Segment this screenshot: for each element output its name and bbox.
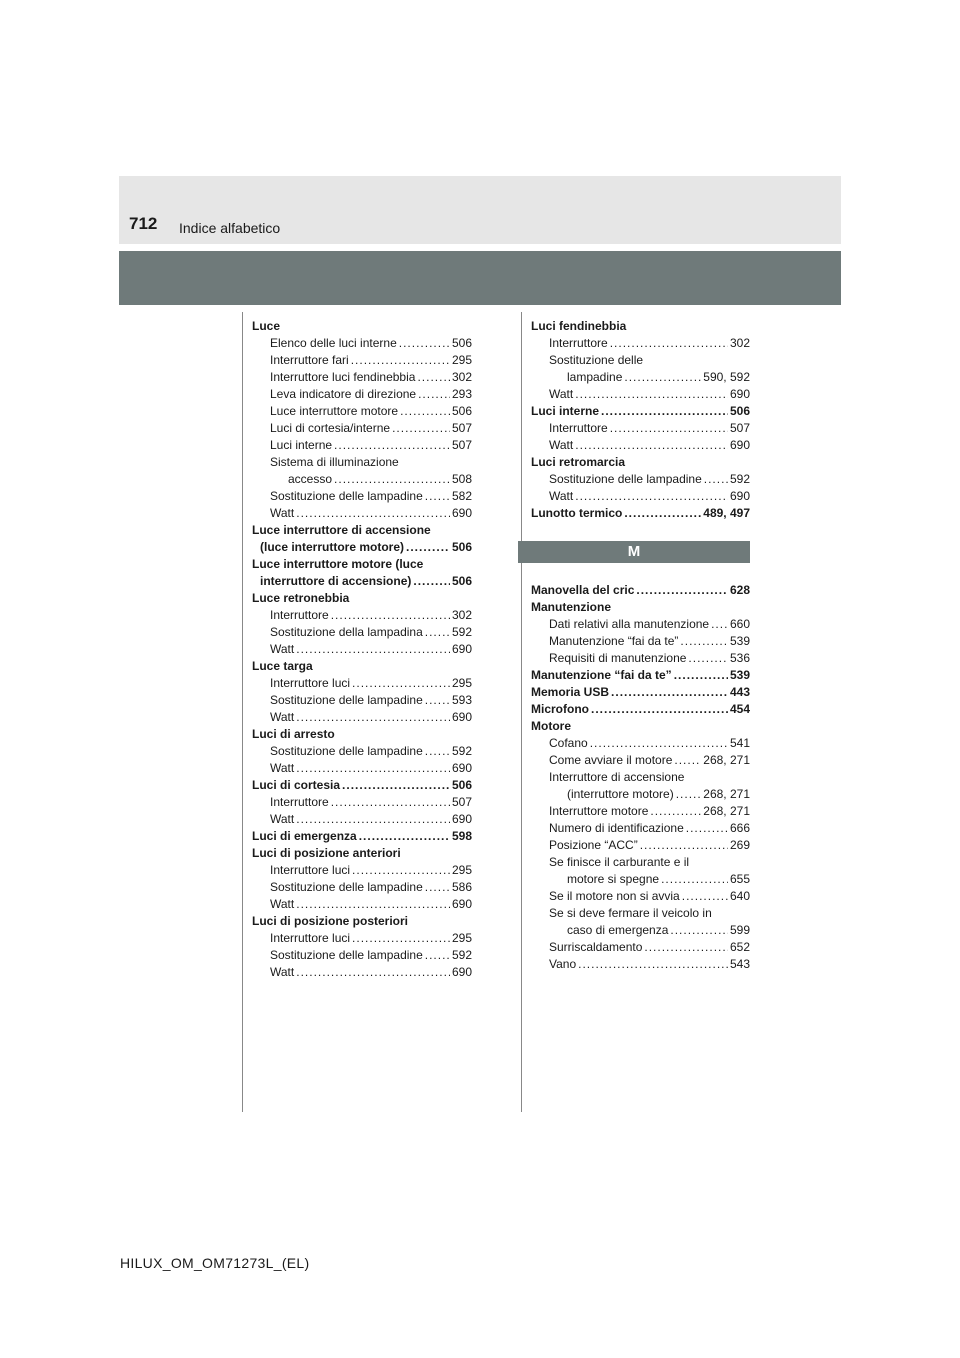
dot-leader xyxy=(417,369,450,386)
index-entry-text: Interruttore luci fendinebbia xyxy=(270,370,416,384)
index-entry-page: 507 xyxy=(451,795,472,809)
index-entry-text: Se il motore non si avvia xyxy=(549,889,680,903)
index-entry xyxy=(252,896,472,913)
index-entry xyxy=(252,573,472,590)
index-entry xyxy=(252,641,472,658)
index-entry-text: Cofano xyxy=(549,736,588,750)
dot-leader xyxy=(296,760,450,777)
index-entry xyxy=(252,335,472,352)
index-entry-text: Luce retronebbia xyxy=(252,591,350,605)
index-entry xyxy=(252,420,472,437)
index-entry-text: Watt xyxy=(270,710,295,724)
dot-leader xyxy=(682,888,728,905)
dot-leader xyxy=(674,667,728,684)
dot-leader xyxy=(359,828,450,845)
dot-leader xyxy=(296,505,450,522)
index-entry xyxy=(252,862,472,879)
index-entry-text: Luce xyxy=(252,319,281,333)
dot-leader xyxy=(711,616,728,633)
index-entry xyxy=(531,752,750,769)
dot-leader xyxy=(575,488,728,505)
index-entry-page: 302 xyxy=(451,370,472,384)
index-entry-page: 690 xyxy=(451,710,472,724)
index-entry xyxy=(252,947,472,964)
index-entry-page: 443 xyxy=(729,685,750,699)
section-title: Indice alfabetico xyxy=(179,220,281,236)
index-entry-text: Elenco delle luci interne xyxy=(270,336,397,350)
index-entry xyxy=(252,590,472,607)
index-entry-page: 690 xyxy=(729,438,750,452)
dot-leader xyxy=(636,582,728,599)
index-entry-page: 640 xyxy=(729,889,750,903)
dot-leader xyxy=(640,837,728,854)
index-entry-text: Manutenzione xyxy=(531,600,611,614)
dot-leader xyxy=(591,701,728,718)
index-entry-page: 690 xyxy=(729,387,750,401)
header-bar xyxy=(119,251,841,305)
dot-leader xyxy=(296,896,450,913)
dot-leader xyxy=(686,820,728,837)
index-entry xyxy=(252,488,472,505)
index-entry-text: motore si spegne xyxy=(567,872,660,886)
index-entry-text: Leva indicatore di direzione xyxy=(270,387,417,401)
index-entry-page: 652 xyxy=(729,940,750,954)
dot-leader xyxy=(413,573,450,590)
dot-leader xyxy=(688,650,728,667)
dot-leader xyxy=(425,879,450,896)
index-entry-text: Requisiti di manutenzione xyxy=(549,651,687,665)
index-entry xyxy=(531,369,750,386)
index-entry xyxy=(531,701,750,718)
index-entry-text: Watt xyxy=(270,897,295,911)
dot-leader xyxy=(351,352,450,369)
index-entry xyxy=(531,956,750,973)
index-entry-text: Watt xyxy=(270,965,295,979)
index-entry-text: Interruttore xyxy=(549,421,608,435)
index-entry-text: Luci di posizione posteriori xyxy=(252,914,409,928)
index-entry xyxy=(252,879,472,896)
dot-leader xyxy=(425,743,450,760)
index-entry-text: Watt xyxy=(270,761,295,775)
index-entry-text: Interruttore xyxy=(549,336,608,350)
dot-leader xyxy=(296,709,450,726)
index-entry xyxy=(252,624,472,641)
index-entry-text: Lunotto termico xyxy=(531,506,623,520)
index-entry-text: Watt xyxy=(270,642,295,656)
index-entry-page: 506 xyxy=(451,336,472,350)
index-entry-page: 268, 271 xyxy=(703,787,750,801)
dot-leader xyxy=(670,922,728,939)
index-entry-text: Luce interruttore motore xyxy=(270,404,399,418)
index-entry xyxy=(531,352,750,369)
index-entry-text: lampadine xyxy=(567,370,623,384)
index-entry xyxy=(531,905,750,922)
dot-leader xyxy=(575,437,728,454)
dot-leader xyxy=(661,871,728,888)
index-entry-text: Sistema di illuminazione xyxy=(270,455,399,469)
index-entry-text: Interruttore xyxy=(270,795,329,809)
index-entry-text: Interruttore fari xyxy=(270,353,349,367)
index-entry-text: Luce interruttore di accensione xyxy=(252,523,431,537)
index-entry-text: Watt xyxy=(549,489,574,503)
index-entry xyxy=(252,794,472,811)
index-entry-text: Manovella del cric xyxy=(531,583,635,597)
index-entry xyxy=(252,352,472,369)
dot-leader xyxy=(590,735,728,752)
index-entry-page: 268, 271 xyxy=(703,804,750,818)
index-entry-text: Posizione “ACC” xyxy=(549,838,638,852)
index-entry xyxy=(531,454,750,471)
index-entry-text: Watt xyxy=(549,438,574,452)
dot-leader xyxy=(399,335,450,352)
index-entry xyxy=(531,616,750,633)
dot-leader xyxy=(342,777,450,794)
right-column-rule xyxy=(521,312,522,1112)
index-entry-page: 295 xyxy=(451,863,472,877)
index-entry-text: Luci interne xyxy=(270,438,333,452)
index-entry xyxy=(531,820,750,837)
dot-leader xyxy=(296,964,450,981)
index-entry-page: 506 xyxy=(451,404,472,418)
index-entry xyxy=(531,922,750,939)
index-entry-page: 690 xyxy=(451,965,472,979)
dot-leader xyxy=(575,386,728,403)
index-entry-text: Sostituzione delle lampadine xyxy=(270,744,423,758)
dot-leader xyxy=(624,369,701,386)
index-entry xyxy=(531,667,750,684)
page-number: 712 xyxy=(129,214,158,233)
index-entry xyxy=(531,871,750,888)
index-entry-page: 539 xyxy=(729,668,750,682)
dot-leader xyxy=(610,420,728,437)
index-entry-page: 295 xyxy=(451,676,472,690)
index-entry xyxy=(531,403,750,420)
index-entry-page: 690 xyxy=(451,812,472,826)
index-entry xyxy=(252,386,472,403)
index-entry xyxy=(252,964,472,981)
index-entry xyxy=(252,403,472,420)
index-entry xyxy=(252,811,472,828)
index-entry xyxy=(252,658,472,675)
index-entry-page: 593 xyxy=(451,693,472,707)
dot-leader xyxy=(425,624,450,641)
index-entry xyxy=(252,777,472,794)
index-entry-page: 592 xyxy=(729,472,750,486)
index-entry-page: 489, 497 xyxy=(703,506,750,520)
index-entry-text: Surriscaldamento xyxy=(549,940,643,954)
dot-leader xyxy=(334,471,450,488)
index-entry xyxy=(252,607,472,624)
dot-leader xyxy=(418,386,450,403)
index-entry-text: Numero di identificazione xyxy=(549,821,684,835)
index-entry-text: Interruttore di accensione xyxy=(549,770,685,784)
index-entry xyxy=(531,505,750,522)
index-entry-page: 269 xyxy=(729,838,750,852)
index-entry-text: Sostituzione delle lampadine xyxy=(270,880,423,894)
index-entry-page: 543 xyxy=(729,957,750,971)
dot-leader xyxy=(578,956,728,973)
dot-leader xyxy=(331,607,450,624)
index-entry-text: Watt xyxy=(270,506,295,520)
index-entry xyxy=(252,471,472,488)
index-entry-page: 539 xyxy=(729,634,750,648)
index-entry xyxy=(531,599,750,616)
dot-leader xyxy=(400,403,450,420)
index-entry-page: 268, 271 xyxy=(703,753,750,767)
index-entry xyxy=(531,633,750,650)
index-entry-page: 628 xyxy=(729,583,750,597)
index-entry xyxy=(531,718,750,735)
index-entry-text: Sostituzione delle lampadine xyxy=(270,693,423,707)
index-entry-text: Vano xyxy=(549,957,577,971)
dot-leader xyxy=(331,794,450,811)
index-column-right xyxy=(531,318,750,973)
dot-leader xyxy=(296,811,450,828)
index-entry xyxy=(252,726,472,743)
dot-leader xyxy=(704,471,728,488)
dot-leader xyxy=(334,437,450,454)
index-entry-page: 507 xyxy=(451,438,472,452)
index-entry-text: Come avviare il motore xyxy=(549,753,673,767)
index-entry xyxy=(531,437,750,454)
index-entry xyxy=(531,854,750,871)
index-entry-text: interruttore di accensione) xyxy=(260,574,412,588)
index-entry-page: 586 xyxy=(451,880,472,894)
index-entry-text: Se finisce il carburante e il xyxy=(549,855,690,869)
index-entry xyxy=(531,735,750,752)
index-entry xyxy=(252,369,472,386)
index-entry-text: Luci di cortesia xyxy=(252,778,341,792)
index-entry-page: 295 xyxy=(451,353,472,367)
index-entry-text: Interruttore motore xyxy=(549,804,649,818)
index-group-l xyxy=(531,318,750,522)
index-entry xyxy=(252,505,472,522)
index-entry xyxy=(252,760,472,777)
index-entry xyxy=(531,684,750,701)
index-entry-page: 690 xyxy=(729,489,750,503)
dot-leader xyxy=(352,930,450,947)
index-entry-text: Watt xyxy=(270,812,295,826)
index-entry xyxy=(531,488,750,505)
index-entry-text: Sostituzione delle lampadine xyxy=(270,948,423,962)
index-entry-page: 690 xyxy=(451,897,472,911)
index-entry-text: Luci di arresto xyxy=(252,727,335,741)
index-entry-text: (luce interruttore motore) xyxy=(260,540,405,554)
index-entry-text: Memoria USB xyxy=(531,685,610,699)
index-entry xyxy=(252,930,472,947)
index-entry xyxy=(531,786,750,803)
index-entry xyxy=(252,913,472,930)
index-entry-text: Sostituzione delle lampadine xyxy=(549,472,702,486)
index-entry-text: Microfono xyxy=(531,702,589,716)
index-entry xyxy=(252,845,472,862)
index-entry-text: Se si deve fermare il veicolo in xyxy=(549,906,712,920)
dot-leader xyxy=(680,633,728,650)
index-group-m xyxy=(531,582,750,973)
index-entry-text: Interruttore xyxy=(270,608,329,622)
index-entry-page: 690 xyxy=(451,506,472,520)
index-entry-page: 655 xyxy=(729,872,750,886)
letter-band-m: M xyxy=(518,541,750,563)
index-entry xyxy=(531,888,750,905)
index-entry xyxy=(531,335,750,352)
index-entry xyxy=(531,650,750,667)
index-entry xyxy=(252,522,472,539)
dot-leader xyxy=(352,675,450,692)
index-entry-text: Dati relativi alla manutenzione xyxy=(549,617,710,631)
index-entry-text: Luci di emergenza xyxy=(252,829,357,843)
index-entry xyxy=(252,454,472,471)
dot-leader xyxy=(352,862,450,879)
index-entry-text: accesso xyxy=(288,472,333,486)
index-entry-page: 592 xyxy=(451,948,472,962)
index-entry-text: Manutenzione “fai da te” xyxy=(549,634,679,648)
index-entry-page: 666 xyxy=(729,821,750,835)
index-entry xyxy=(531,769,750,786)
index-entry-text: Manutenzione “fai da te” xyxy=(531,668,672,682)
index-entry xyxy=(531,420,750,437)
index-entry-page: 454 xyxy=(729,702,750,716)
index-entry-page: 582 xyxy=(451,489,472,503)
index-entry-page: 598 xyxy=(451,829,472,843)
index-entry-page: 599 xyxy=(729,923,750,937)
dot-leader xyxy=(601,403,728,420)
dot-leader xyxy=(425,488,450,505)
index-entry xyxy=(252,692,472,709)
index-entry xyxy=(531,803,750,820)
index-entry-page: 302 xyxy=(729,336,750,350)
index-entry-text: Luci fendinebbia xyxy=(531,319,627,333)
index-entry-text: Interruttore luci xyxy=(270,676,351,690)
index-entry xyxy=(252,709,472,726)
dot-leader xyxy=(676,786,702,803)
index-entry-text: Luci di posizione anteriori xyxy=(252,846,401,860)
index-entry-text: Luce interruttore motore (luce xyxy=(252,557,424,571)
index-entry-page: 536 xyxy=(729,651,750,665)
dot-leader xyxy=(644,939,728,956)
index-entry-text: Motore xyxy=(531,719,571,733)
dot-leader xyxy=(650,803,701,820)
index-entry xyxy=(252,539,472,556)
index-entry-text: Luci retromarcia xyxy=(531,455,626,469)
index-entry-page: 506 xyxy=(451,574,472,588)
index-entry xyxy=(531,386,750,403)
index-entry xyxy=(531,471,750,488)
index-entry xyxy=(252,828,472,845)
index-entry xyxy=(531,939,750,956)
index-entry-page: 660 xyxy=(729,617,750,631)
index-entry-page: 295 xyxy=(451,931,472,945)
dot-leader xyxy=(425,692,450,709)
dot-leader xyxy=(624,505,701,522)
index-entry-page: 507 xyxy=(729,421,750,435)
dot-leader xyxy=(296,641,450,658)
index-entry-page: 508 xyxy=(451,472,472,486)
index-entry xyxy=(252,556,472,573)
index-entry xyxy=(252,675,472,692)
index-entry-page: 302 xyxy=(451,608,472,622)
index-entry xyxy=(252,743,472,760)
dot-leader xyxy=(392,420,450,437)
index-entry-text: Luci di cortesia/interne xyxy=(270,421,391,435)
dot-leader xyxy=(674,752,701,769)
index-entry-page: 690 xyxy=(451,642,472,656)
index-entry xyxy=(252,437,472,454)
index-entry-text: Sostituzione della lampadina xyxy=(270,625,423,639)
index-entry-page: 506 xyxy=(729,404,750,418)
left-column-rule xyxy=(242,312,243,1112)
index-entry-page: 592 xyxy=(451,625,472,639)
index-entry-page: 690 xyxy=(451,761,472,775)
index-entry-text: Luci interne xyxy=(531,404,600,418)
dot-leader xyxy=(610,335,728,352)
index-entry-text: Luce targa xyxy=(252,659,313,673)
index-entry-text: (interruttore motore) xyxy=(567,787,674,801)
dot-leader xyxy=(611,684,728,701)
index-entry-text: caso di emergenza xyxy=(567,923,669,937)
index-entry-page: 541 xyxy=(729,736,750,750)
index-entry-page: 293 xyxy=(451,387,472,401)
index-entry-page: 506 xyxy=(451,778,472,792)
index-entry-text: Interruttore luci xyxy=(270,931,351,945)
index-entry xyxy=(531,837,750,854)
index-entry-text: Sostituzione delle xyxy=(549,353,644,367)
index-entry-text: Watt xyxy=(549,387,574,401)
index-entry-page: 590, 592 xyxy=(703,370,750,384)
index-entry-page: 506 xyxy=(451,540,472,554)
dot-leader xyxy=(425,947,450,964)
index-entry-text: Interruttore luci xyxy=(270,863,351,877)
index-entry xyxy=(531,318,750,335)
index-entry xyxy=(252,318,472,335)
index-entry-text: Sostituzione delle lampadine xyxy=(270,489,423,503)
document-code: HILUX_OM_OM71273L_(EL) xyxy=(120,1255,310,1271)
index-entry xyxy=(531,582,750,599)
index-entry-page: 592 xyxy=(451,744,472,758)
index-column-left xyxy=(252,318,472,981)
index-entry-page: 507 xyxy=(451,421,472,435)
dot-leader xyxy=(406,539,450,556)
